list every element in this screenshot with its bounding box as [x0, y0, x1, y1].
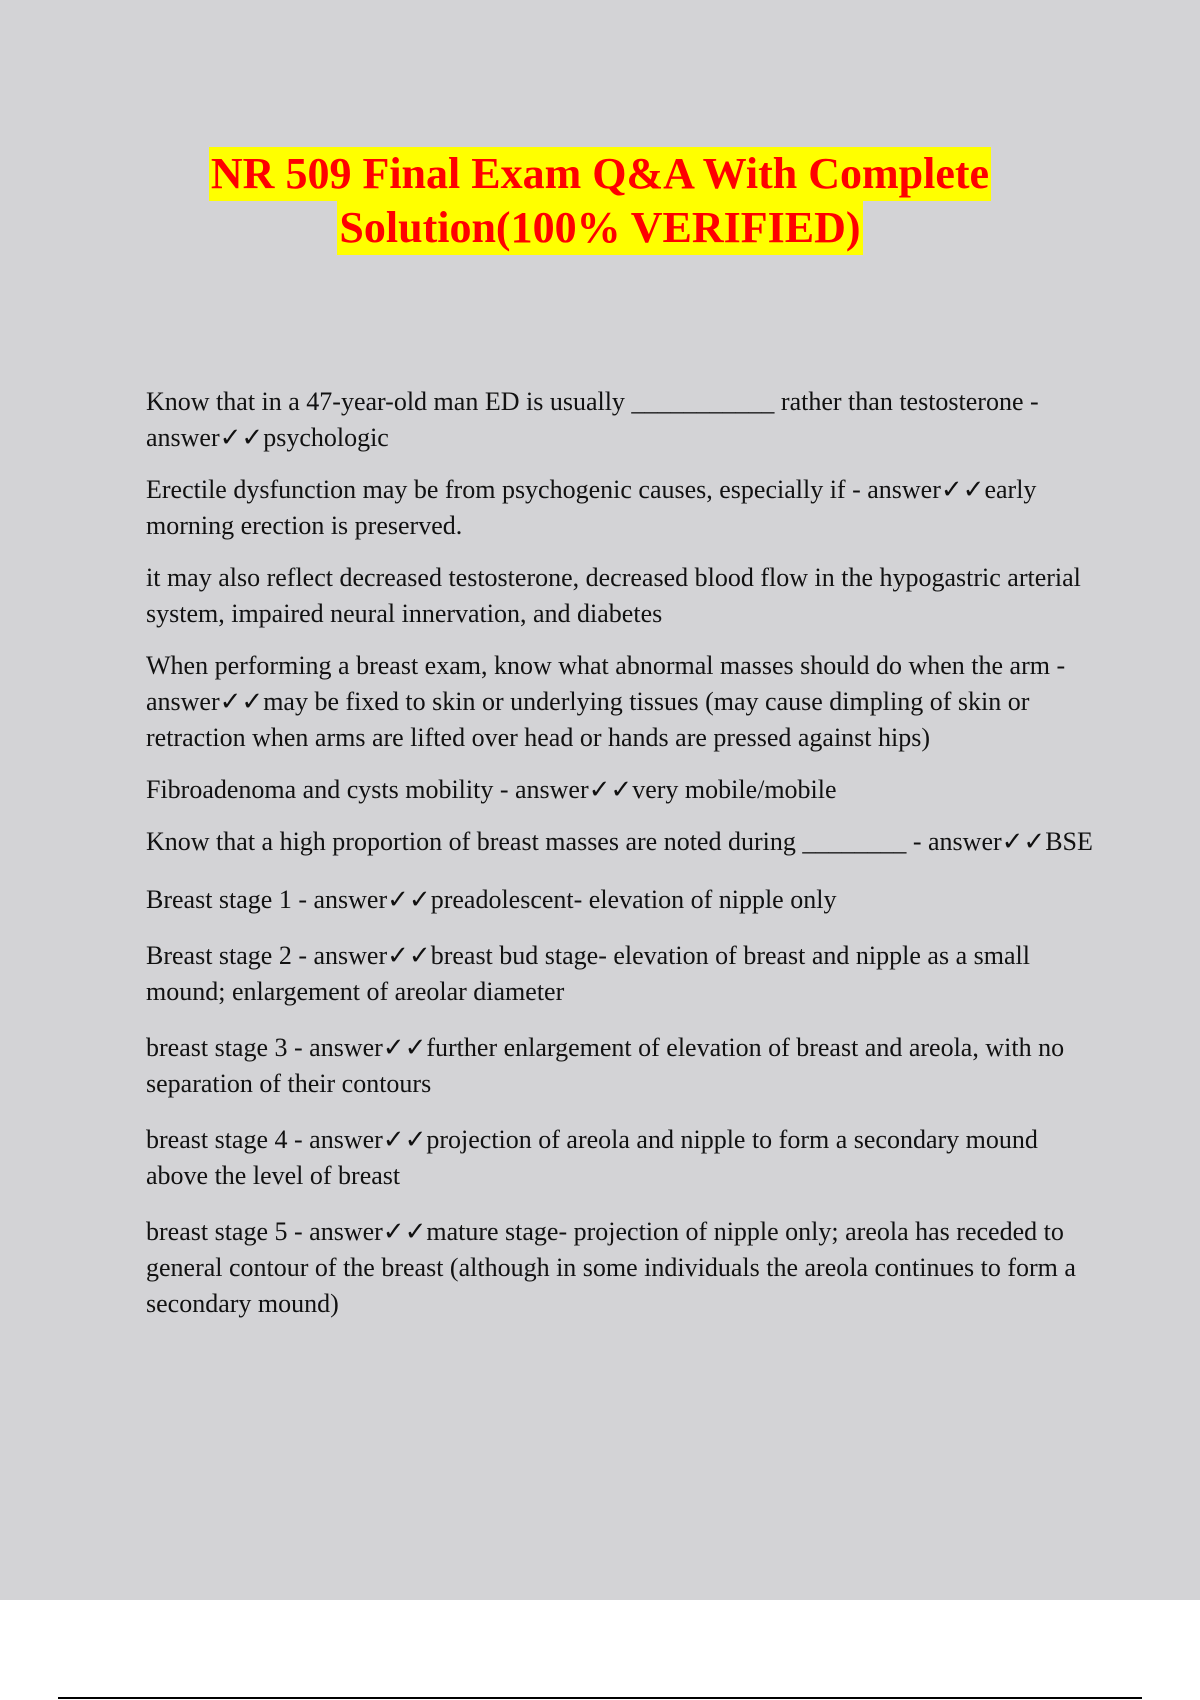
qa-item: Know that in a 47-year-old man ED is usually ___________ rather than testosterone - answer✓✓psychologic [146, 387, 1039, 452]
qa-item: Fibroadenoma and cysts mobility - answer✓✓very mobile/mobile [146, 775, 837, 804]
qa-item: Know that a high proportion of breast masses are noted during ________ - answer✓✓BSE [146, 827, 1093, 856]
page-title [0, 147, 1200, 255]
qa-item: Breast stage 1 - answer✓✓preadolescent- elevation of nipple only [146, 885, 837, 914]
qa-item: When performing a breast exam, know what abnormal masses should do when the arm - answer✓✓may be fixed to skin or underlying tissues (may cause dimpling of skin or retraction when arms are lifted over head or hands are pressed against hips) [146, 651, 1066, 752]
title-line-2: Solution(100% VERIFIED) [337, 201, 862, 255]
qa-item: Breast stage 2 - answer✓✓breast bud stage- elevation of breast and nipple as a small mound; enlargement of areolar diameter [146, 941, 1030, 1006]
qa-list [146, 384, 1096, 1322]
footer-divider [58, 1697, 1142, 1699]
qa-item: breast stage 3 - answer✓✓further enlargement of elevation of breast and areola, with no separation of their contours [146, 1033, 1065, 1098]
qa-item: it may also reflect decreased testosterone, decreased blood flow in the hypogastric arterial system, impaired neural innervation, and diabetes [146, 563, 1081, 628]
qa-item: breast stage 5 - answer✓✓mature stage- projection of nipple only; areola has receded to general contour of the breast (although in some individuals the areola continues to form a secondary mound) [146, 1217, 1076, 1318]
qa-item: breast stage 4 - answer✓✓projection of areola and nipple to form a secondary mound above the level of breast [146, 1125, 1038, 1190]
qa-item: Erectile dysfunction may be from psychogenic causes, especially if - answer✓✓early morning erection is preserved. [146, 475, 1037, 540]
title-line-1: NR 509 Final Exam Q&A With Complete [209, 147, 991, 201]
